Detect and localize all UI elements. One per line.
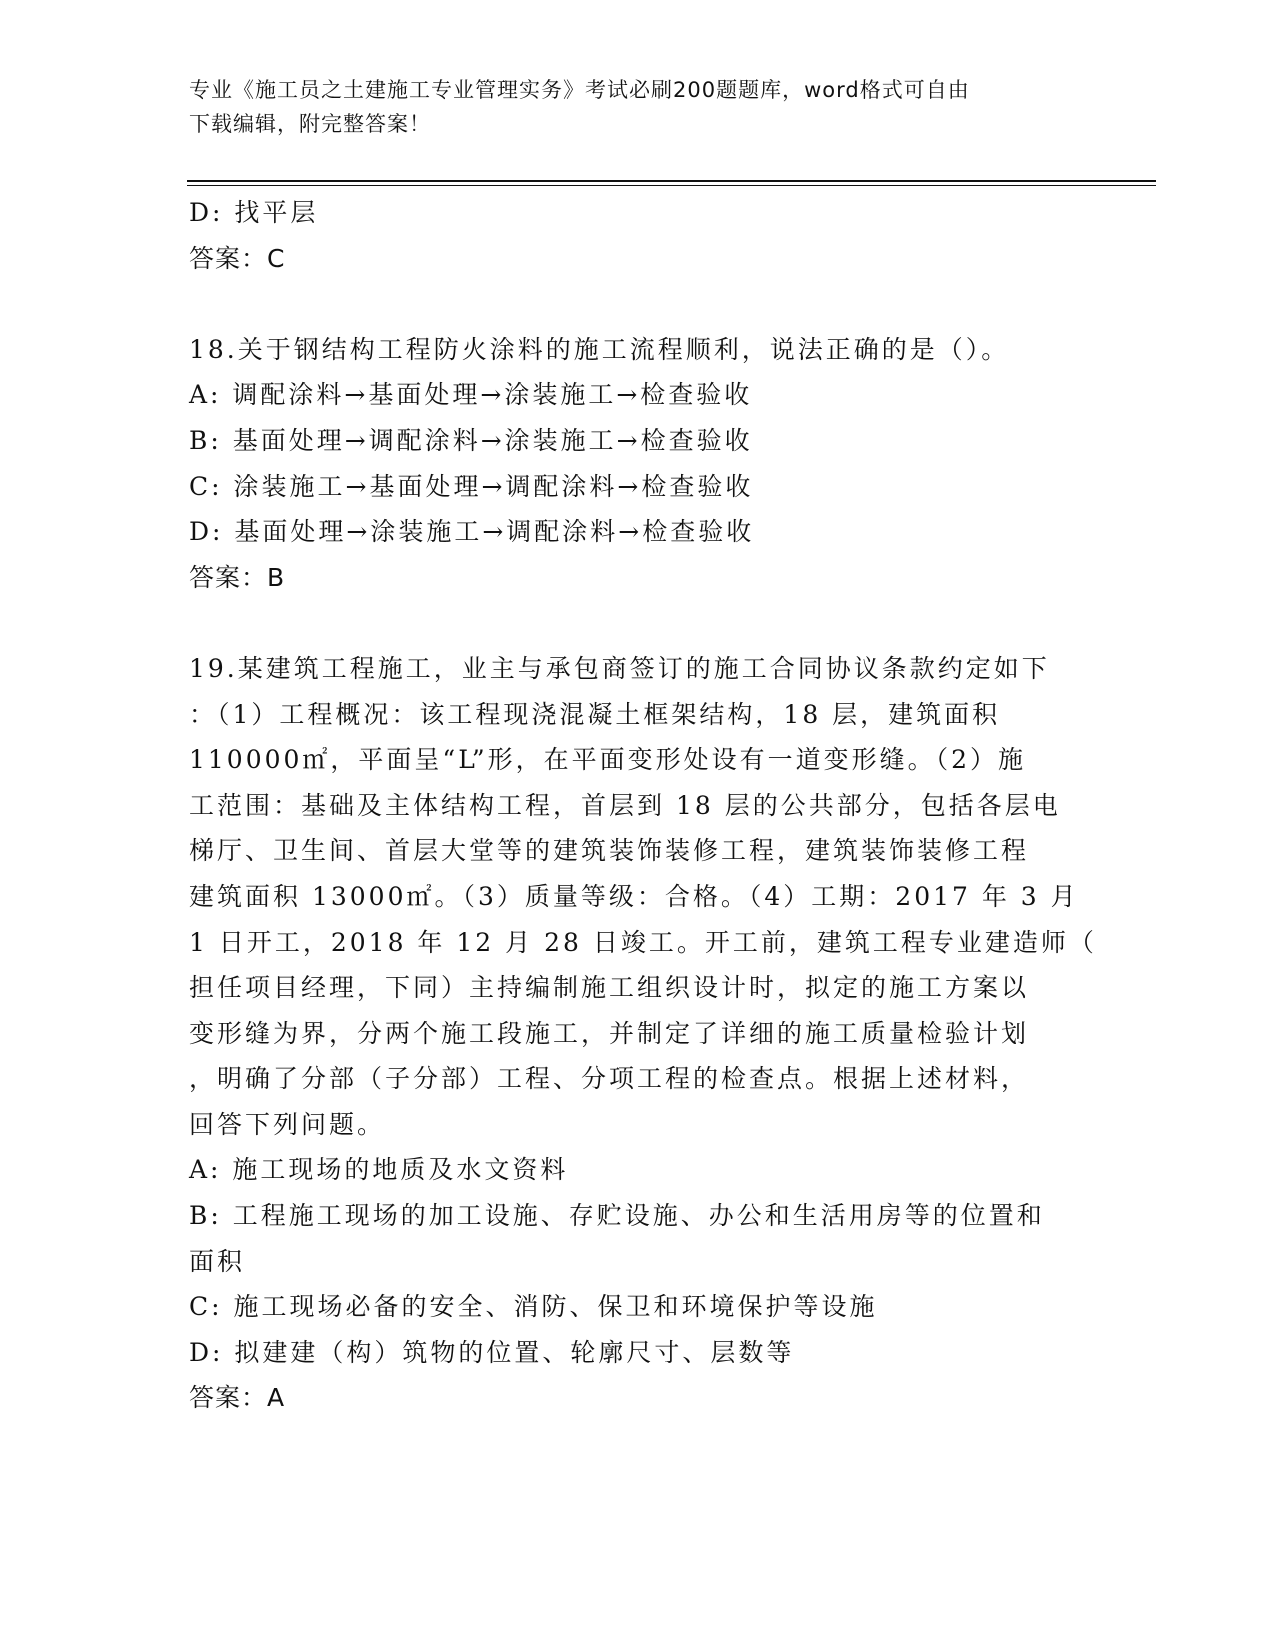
q19-answer: 答案：A (189, 1383, 286, 1413)
spacer (189, 600, 1089, 646)
q19-stem-line: 工范围：基础及主体结构工程，首层到 18 层的公共部分，包括各层电 (189, 790, 1061, 820)
header-rule-thick (187, 180, 1156, 182)
q19-stem-line: ，明确了分部（子分部）工程、分项工程的检查点。根据上述材料， (189, 1064, 1030, 1094)
header-rule-thin (187, 185, 1156, 186)
spacer (189, 281, 1089, 327)
q19-option-c: C: 施工现场必备的安全、消防、保卫和环境保护等设施 (189, 1292, 878, 1322)
q19-option-b-line: 面积 (189, 1246, 246, 1276)
prev-option-d: D: 找平层 (189, 198, 319, 227)
q18-stem: 18.关于钢结构工程防火涂料的施工流程顺利，说法正确的是（）。 (189, 334, 1010, 364)
q18-answer: 答案：B (189, 562, 286, 592)
q18-option-a: A: 调配涂料→基面处理→涂装施工→检查验收 (189, 380, 753, 410)
q18-option-d: D: 基面处理→涂装施工→调配涂料→检查验收 (189, 517, 755, 547)
q19-stem-line: 变形缝为界，分两个施工段施工，并制定了详细的施工质量检验计划 (189, 1018, 1030, 1048)
q19-option-b-line: B: 工程施工现场的加工设施、存贮设施、办公和生活用房等的位置和 (189, 1201, 1045, 1231)
q19-stem-line: 建筑面积 13000㎡。（3）质量等级：合格。（4）工期：2017 年 3 月 (189, 881, 1079, 911)
document-body (189, 190, 1097, 1421)
q19-stem-line: 梯厅、卫生间、首层大堂等的建筑装饰装修工程，建筑装饰装修工程 (189, 836, 1030, 866)
q19-stem-line: 回答下列问题。 (189, 1109, 386, 1139)
q18-option-b: B: 基面处理→调配涂料→涂装施工→检查验收 (189, 425, 753, 455)
q19-stem-line: 担任项目经理，下同）主持编制施工组织设计时，拟定的施工方案以 (189, 973, 1030, 1003)
q19-stem-line: ：（1）工程概况：该工程现浇混凝土框架结构，18 层，建筑面积 (189, 699, 1001, 729)
document-header: 专业《施工员之土建施工专业管理实务》考试必刷200题题库，word格式可自由 下载编辑，附完整答案！ (189, 78, 970, 136)
q19-stem-line: 1 日开工，2018 年 12 月 28 日竣工。开工前，建筑工程专业建造师（ (189, 927, 1097, 957)
q18-option-c: C: 涂装施工→基面处理→调配涂料→检查验收 (189, 471, 754, 501)
q19-option-d: D: 拟建建（构）筑物的位置、轮廓尺寸、层数等 (189, 1337, 795, 1367)
q19-stem-line: 110000㎡，平面呈“L”形，在平面变形处设有一道变形缝。（2）施 (189, 745, 1027, 775)
q19-option-a: A: 施工现场的地质及水文资料 (189, 1155, 569, 1185)
prev-answer: 答案：C (189, 243, 286, 273)
q19-stem-line: 19.某建筑工程施工，业主与承包商签订的施工合同协议条款约定如下 (189, 653, 1050, 683)
